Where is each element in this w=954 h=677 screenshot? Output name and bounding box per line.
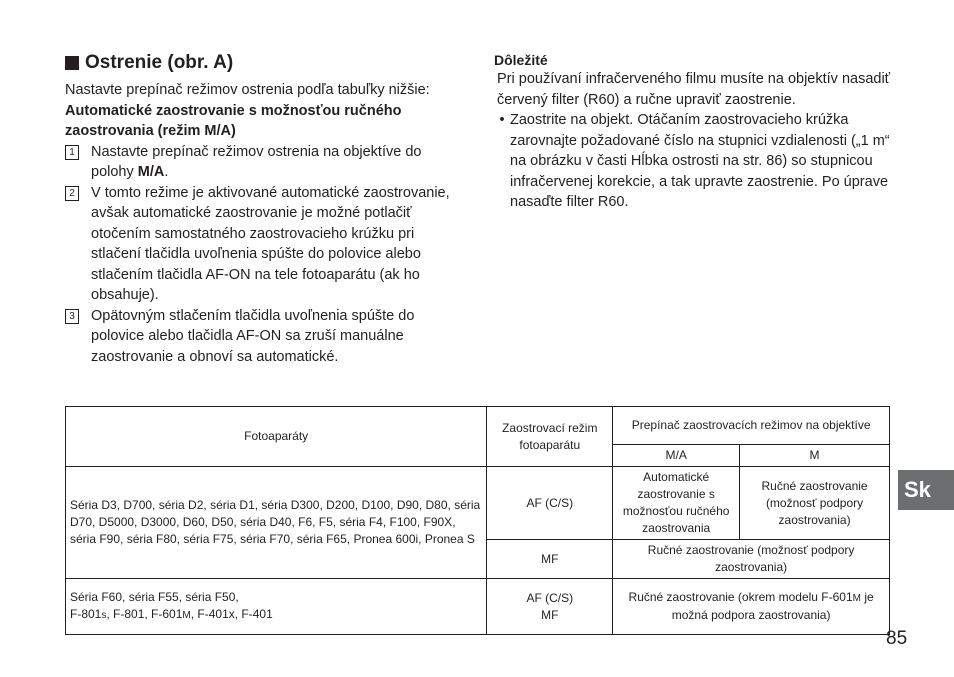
step-3 [65,306,465,368]
header-m: M [740,445,890,467]
step-3-text: Opätovným stlačením tlačidla uvoľnenia spúšte do polovice alebo tlačidla AF-ON sa zruší manuálne zaostrovanie a obnoví sa automatické. [91,307,415,365]
bullet-item [494,110,894,213]
row2-cameras [66,579,487,635]
table-header-row-1 [66,407,890,445]
row2-cameras-part-b: , F-801, F-601 [106,607,183,621]
row2-cameras-part-a: F-801 [70,607,102,621]
row2-value [613,579,890,635]
bullet-symbol: • [499,112,505,128]
step-number-1: 1 [65,145,79,160]
square-bullet-icon [65,56,79,70]
right-column [494,52,894,213]
row1-cameras: Séria D3, D700, séria D2, séria D1, séria D300, D200, D100, D90, D80, séria D70, D5000, D3000, D60, D50, séria D40, F6, F5, séria F4, F100, F90X, séria F90, séria F80, séria F75, séria F70, séria F65, Pronea 600i, Pronea S [66,467,487,579]
step-number-2: 2 [65,186,79,201]
step-2-text: V tomto režime je aktivované automatické zaostrovanie, avšak automatické zaostrovanie je možné potlačiť otočením samostatného zaostrovacieho krúžku pri stlačení tlačidla uvoľnenia spúšte do polovice alebo stlačením tlačidla AF-ON na tele fotoaparátu (ak ho obsahuje). [91,184,450,303]
important-text: Pri používaní infračerveného filmu musíte na objektív nasadiť červený filter (R60) a ručne upraviť zaostrenie. [497,71,891,108]
row1-ma-value: Automatické zaostrovanie s možnosťou ručného zaostrovania [613,467,740,540]
step-1-bold: M/A [137,164,165,180]
row2-cameras-small-m: M [182,610,191,621]
row2-cameras-part-c: , F-401x, F-401 [190,607,273,621]
important-title: Dôležité [494,52,548,68]
header-lens-switch: Prepínač zaostrovacích režimov na objektíve [613,407,890,445]
row2-mode-af: AF (C/S) [526,590,574,605]
header-cameras: Fotoaparáty [66,407,487,467]
compatibility-table [65,406,890,635]
step-1-tail: . [164,164,169,180]
table-row [66,579,890,635]
row1-mode-af: AF (C/S) [487,467,613,540]
step-number-3: 3 [65,309,79,324]
section-heading-text: Ostrenie (obr. A) [85,52,234,73]
row1-m-value: Ručné zaostrovanie (možnosť podpory zaostrovania) [740,467,890,540]
row2-value-small-m: M [852,593,861,604]
row2-value-part-a: Ručné zaostrovanie (okrem modelu F-601 [628,590,853,604]
row2-cameras-small-s1: s [101,610,107,621]
step-1 [65,142,465,183]
row1-mf-value: Ručné zaostrovanie (možnosť podpory zaostrovania) [613,540,890,579]
row2-value-part-b: je možná podpora zaostrovania) [671,590,874,622]
page-number: 85 [886,628,908,649]
table-row [66,467,890,540]
intro-text: Nastavte prepínač režimov ostrenia podľa tabuľky nižšie: [65,82,430,98]
bullet-text: Zaostrite na objekt. Otáčaním zaostrovacieho krúžka zarovnajte požadované číslo na stupnici vzdialenosti („1 m“ na obrázku v časti Hĺbka ostrosti na str. 86) so stupnicou infračervenej korekcie, a tak upravte zaostrenie. Po úprave nasaďte filter R60. [510,112,890,210]
step-1-text [91,142,465,183]
section-heading [65,52,465,74]
step-2 [65,183,465,306]
row1-mode-mf: MF [487,540,613,579]
step-1-main: Nastavte prepínač režimov ostrenia na objektíve do polohy [91,143,422,180]
language-tab: Sk [898,470,954,510]
header-focus-mode: Zaostrovací režim fotoaparátu [487,407,613,467]
header-ma: M/A [613,445,740,467]
subheading: Automatické zaostrovanie s možnosťou ručného zaostrovania (režim M/A) [65,102,402,139]
row2-mode-mf: MF [541,607,559,622]
row2-cameras-line1: Séria F60, séria F55, séria F50, [70,590,239,604]
row2-mode [487,579,613,635]
left-column [65,52,465,367]
